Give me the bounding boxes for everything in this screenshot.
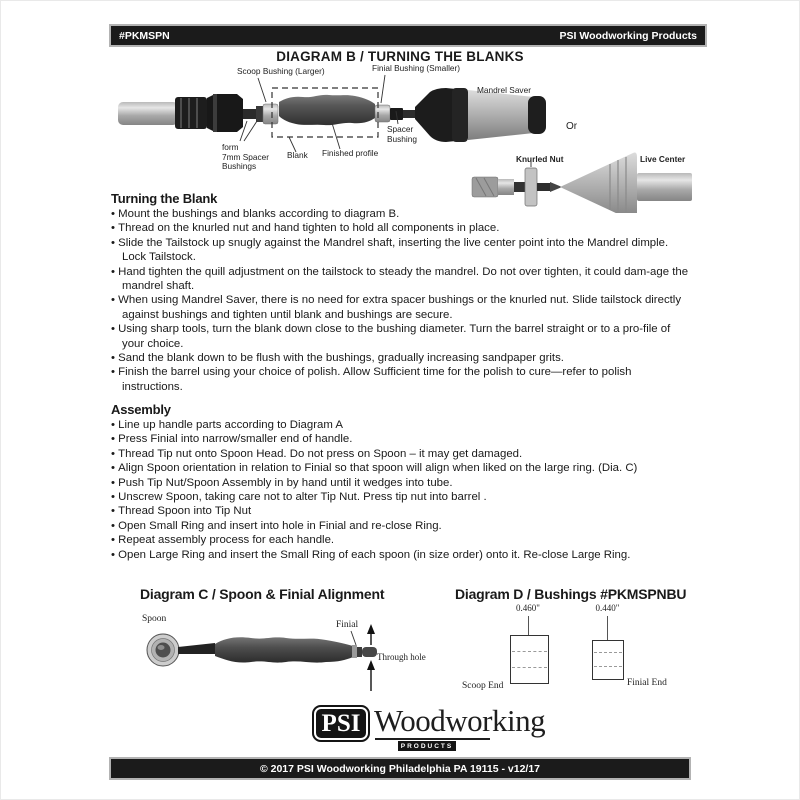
assembly-section xyxy=(111,402,693,562)
label-or: Or xyxy=(566,121,578,132)
list-item: • When using Mandrel Saver, there is no need for extra spacer bushings or the knurled nut. Slide tailstock directly against bushings and tighten until blank and bushings are secure. xyxy=(111,293,693,322)
scoop-bushing-shape xyxy=(510,635,549,684)
list-item: • Thread Tip nut onto Spoon Head. Do not press on Spoon – it may get damaged. xyxy=(111,447,693,461)
list-item: • Line up handle parts according to Diagram A xyxy=(111,418,693,432)
label-finial-end: Finial End xyxy=(627,678,667,688)
list-item: • Thread Spoon into Tip Nut xyxy=(111,504,693,518)
label-scoop-bushing: Scoop Bushing (Larger) xyxy=(237,66,325,76)
turning-list xyxy=(111,207,693,394)
list-item: • Repeat assembly process for each handle. xyxy=(111,533,693,547)
copyright-text: © 2017 PSI Woodworking Philadelphia PA 19115 - v12/17 xyxy=(259,762,541,775)
finial-measure-line xyxy=(607,616,608,640)
label-finial: Finial xyxy=(336,620,359,630)
psi-logo-mark: PSI xyxy=(312,705,370,742)
list-item: • Hand tighten the quill adjustment on the tailstock to steady the mandrel. Do not over tighten, it could dam-age the mandrel shaft. xyxy=(111,265,693,294)
dashed-line xyxy=(594,666,622,667)
label-spacer-bushing: Spacer Bushing xyxy=(387,124,417,144)
label-finial-bushing: Finial Bushing (Smaller) xyxy=(372,63,461,73)
list-item: • Open Small Ring and insert into hole in Finial and re-close Ring. xyxy=(111,519,693,533)
list-item: • Finish the barrel using your choice of polish. Allow Sufficient time for the polish to cure—refer to polish instructions. xyxy=(111,365,693,394)
label-knurled-nut: Knurled Nut xyxy=(516,154,564,164)
scoop-measurement: 0.460" xyxy=(516,603,540,613)
brand-name: PSI Woodworking Products xyxy=(559,29,697,42)
label-7mm-spacer: form 7mm Spacer Bushings xyxy=(222,142,270,171)
dashed-line xyxy=(512,667,547,668)
dashed-line xyxy=(512,651,547,652)
list-item: • Sand the blank down to be flush with the bushings, gradually increasing sandpaper grits. xyxy=(111,351,693,365)
list-item: • Unscrew Spoon, taking care not to alter Tip Nut. Press tip nut into barrel . xyxy=(111,490,693,504)
assembly-list xyxy=(111,418,693,562)
psi-logo-products: PRODUCTS xyxy=(398,741,456,751)
label-mandrel-saver: Mandrel Saver xyxy=(477,85,531,95)
spoon-illustration xyxy=(147,624,377,691)
turning-section xyxy=(111,191,693,394)
dashed-line xyxy=(594,652,622,653)
list-item: • Mount the bushings and blanks according to diagram B. xyxy=(111,207,693,221)
label-through-hole: Through hole xyxy=(377,652,426,662)
diagram-d-title: Diagram D / Bushings #PKMSPNBU xyxy=(455,586,687,602)
footer-bar xyxy=(109,757,691,780)
list-item: • Align Spoon orientation in relation to Finial so that spoon will align when liked on the large ring. (Dia. C) xyxy=(111,461,693,475)
list-item: • Using sharp tools, turn the blank down close to the bushing diameter. Turn the barrel straight or to a pro-file of your choice. xyxy=(111,322,693,351)
product-code: #PKMSPN xyxy=(119,29,170,42)
psi-logo-woodworking: Woodworking xyxy=(374,703,546,738)
finial-measurement: 0.440" xyxy=(595,603,620,613)
diagram-b-title: DIAGRAM B / TURNING THE BLANKS xyxy=(276,49,524,64)
list-item: • Open Large Ring and insert the Small Ring of each spoon (in size order) onto it. Re-close Large Ring. xyxy=(111,548,693,562)
finial-bushing-shape xyxy=(592,640,624,680)
label-live-center: Live Center xyxy=(640,154,686,164)
label-scoop-end: Scoop End xyxy=(462,681,504,691)
label-spoon: Spoon xyxy=(142,614,167,624)
list-item: • Slide the Tailstock up snugly against the Mandrel shaft, inserting the live center point into the Mandrel dimple. Lock Tailstock. xyxy=(111,236,693,265)
assembly-heading: Assembly xyxy=(111,402,171,417)
logo-rule xyxy=(375,738,490,740)
list-item: • Push Tip Nut/Spoon Assembly in by hand until it wedges into tube. xyxy=(111,476,693,490)
turning-heading: Turning the Blank xyxy=(111,191,218,206)
label-finished-profile: Finished profile xyxy=(322,148,379,158)
header-bar xyxy=(109,24,707,47)
list-item: • Press Finial into narrow/smaller end of handle. xyxy=(111,432,693,446)
diagram-c-title: Diagram C / Spoon & Finial Alignment xyxy=(140,586,385,602)
label-blank: Blank xyxy=(287,150,308,160)
scoop-measure-line xyxy=(528,616,529,635)
list-item: • Thread on the knurled nut and hand tighten to hold all components in place. xyxy=(111,221,693,235)
